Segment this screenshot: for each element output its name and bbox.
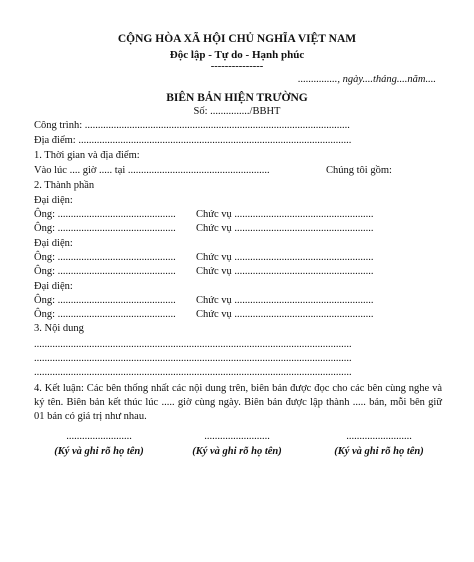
group-label: Đại diện: [34, 281, 73, 292]
content-line: ......................................................................................................................... [34, 339, 352, 350]
signature-block [304, 431, 454, 458]
member-position: Chức vụ ..................................................... [196, 266, 374, 277]
conclusion-paragraph: 4. Kết luận: Các bên thống nhất các nội dung trên, biên bản được đọc cho các bên cùng nghe và ký tên. Biên bản kết thúc lúc ..... giờ cùng ngày. Biên bản được lập thành ..... bản, mỗi bên giữ 01 bản có giá trị như nhau. [34, 383, 442, 422]
content-line: ......................................................................................................................... [34, 353, 352, 364]
signature-label: (Ký và ghi rõ họ tên) [334, 446, 424, 457]
field-cong-trinh: Công trình: ..................................................................................................... [34, 120, 350, 131]
member-position: Chức vụ ..................................................... [196, 309, 374, 320]
member-position: Chức vụ ..................................................... [196, 223, 374, 234]
signature-label: (Ký và ghi rõ họ tên) [192, 446, 282, 457]
motto: Độc lập - Tự do - Hạnh phúc [169, 49, 305, 61]
document-title: BIÊN BẢN HIỆN TRƯỜNG [166, 92, 308, 104]
section1-heading: 1. Thời gian và địa điểm: [34, 150, 140, 161]
nation-heading: CỘNG HÒA XÃ HỘI CHỦ NGHĨA VIỆT NAM [117, 33, 357, 45]
signature-dots: ......................... [204, 431, 270, 442]
content-line: ......................................................................................................................... [34, 367, 352, 378]
member-name: Ông: ............................................. [34, 309, 176, 320]
member-position: Chức vụ ..................................................... [196, 209, 374, 220]
field-dia-diem: Địa điểm: ........................................................................................................ [34, 135, 352, 146]
member-name: Ông: ............................................. [34, 295, 176, 306]
member-position: Chức vụ ..................................................... [196, 295, 374, 306]
signature-block [162, 431, 312, 458]
section2-heading: 2. Thành phần [34, 180, 95, 191]
document-number: Số: .............../BBHT [193, 106, 281, 117]
member-position: Chức vụ ..................................................... [196, 252, 374, 263]
member-name: Ông: ............................................. [34, 266, 176, 277]
member-name: Ông: ............................................. [34, 209, 176, 220]
section3-heading: 3. Nội dung [34, 323, 84, 334]
group-label: Đại diện: [34, 195, 73, 206]
signature-block [24, 431, 174, 458]
header-divider: --------------- [210, 61, 264, 72]
signature-dots: ......................... [66, 431, 132, 442]
signature-label: (Ký và ghi rõ họ tên) [54, 446, 144, 457]
group-label: Đại diện: [34, 238, 73, 249]
section1-line-b: Chúng tôi gồm: [326, 165, 392, 176]
date-line: ..............., ngày....tháng....năm.... [298, 74, 436, 85]
section1-line-a: Vào lúc .... giờ ..... tại ...................................................... [34, 165, 270, 176]
signature-dots: ......................... [346, 431, 412, 442]
member-name: Ông: ............................................. [34, 223, 176, 234]
member-name: Ông: ............................................. [34, 252, 176, 263]
